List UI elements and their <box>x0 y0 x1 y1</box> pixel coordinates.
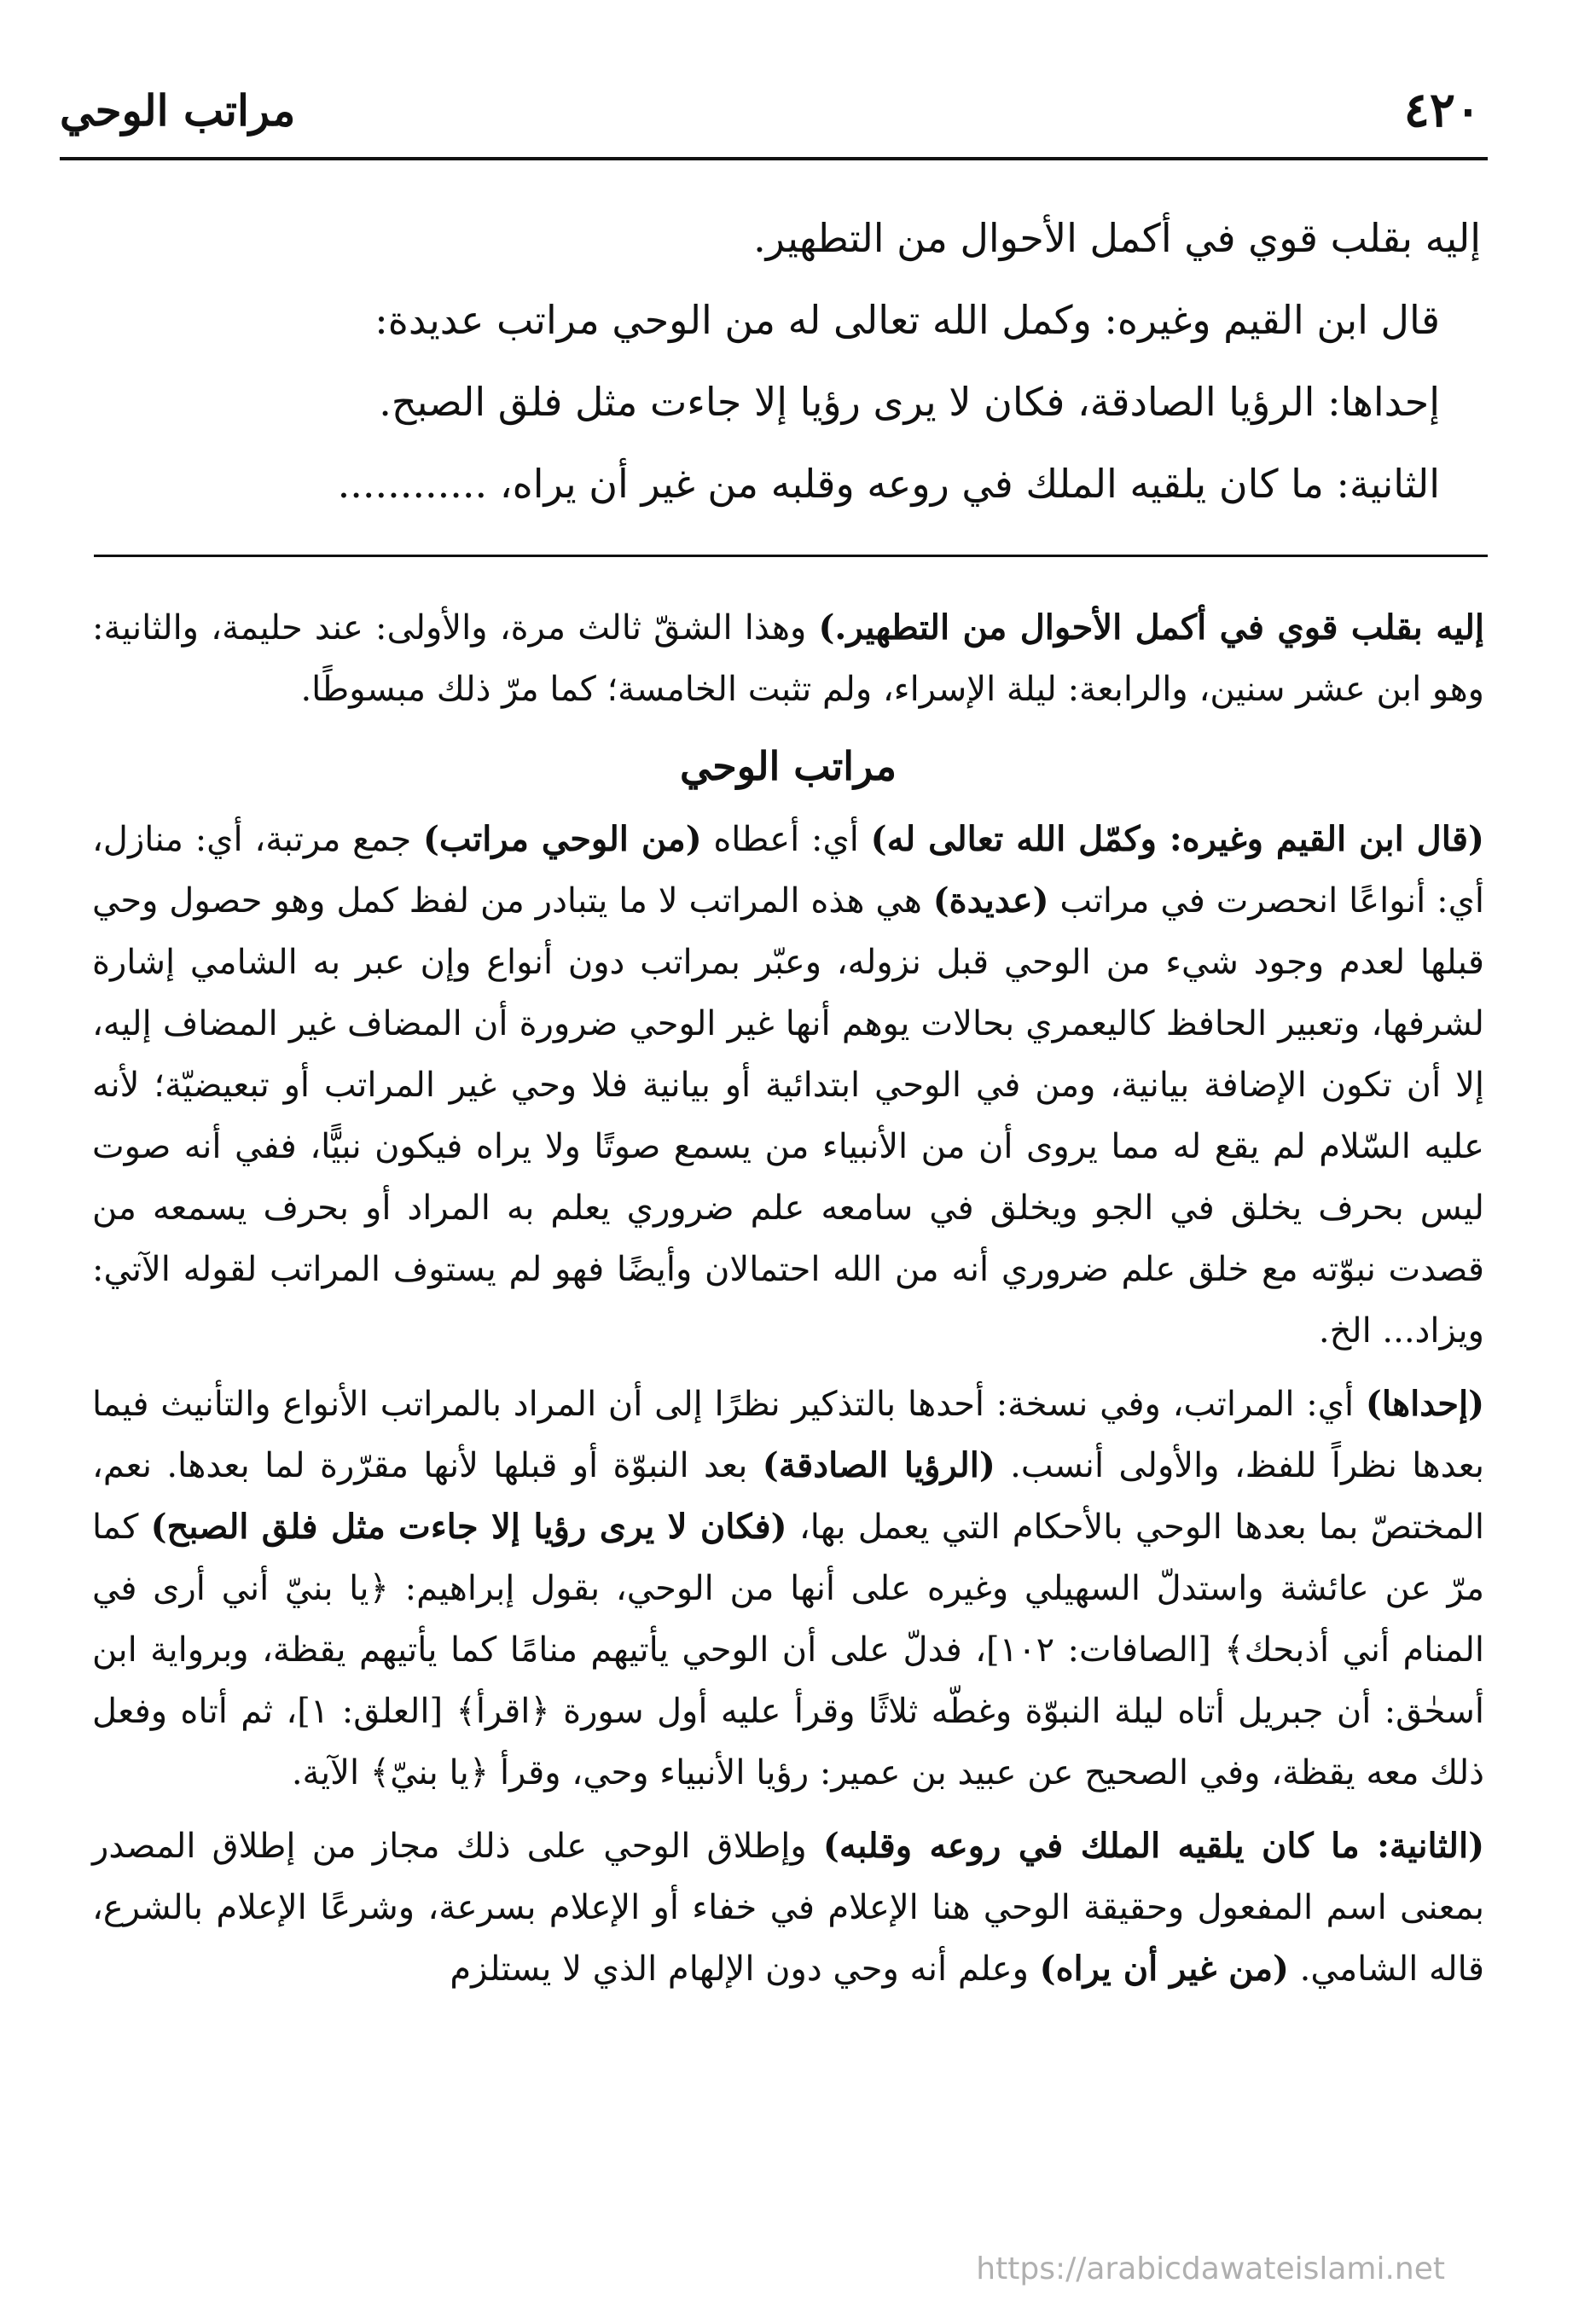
matn-line: إحداها: الرؤيا الصادقة، فكان لا يرى رؤيا إلا جاءت مثل فلق الصبح. <box>379 379 1440 425</box>
commentary-text: وهذا الشقّ ثالث مرة، والأولى: عند حليمة، والثانية: وهو ابن عشر سنين، والرابعة: ليلة الإسراء، ولم تثبت الخامسة؛ كما مرّ ذلك مبسوطًا. <box>92 608 1484 709</box>
quoted-matn: إليه بقلب قوي في أكمل الأحوال من التطهير.) <box>818 607 1485 648</box>
running-header-title: مراتب الوحي <box>60 85 296 136</box>
matn-commentary-separator <box>94 555 1488 557</box>
commentary-paragraph <box>92 809 1484 1362</box>
quoted-matn: (من الوحي مراتب) <box>422 819 702 859</box>
quoted-matn: (عديدة) <box>932 880 1049 921</box>
quoted-matn: (الثانية: ما كان يلقيه الملك في روعه وقلبه) <box>822 1826 1484 1866</box>
quoted-matn: (إحداها) <box>1365 1384 1484 1424</box>
matn-text-block <box>94 208 1481 536</box>
commentary-text: وعلم أنه وحي دون الإلهام الذي لا يستلزم <box>450 1949 1040 1989</box>
quoted-matn: (الرؤيا الصادقة) <box>762 1445 995 1485</box>
commentary-paragraph <box>92 597 1484 720</box>
section-heading: مراتب الوحي <box>679 743 897 789</box>
commentary-text: وإطلاق الوحي على ذلك مجاز من إطلاق المصدر بمعنى اسم المفعول وحقيقة الوحي هنا الإعلام في خفاء أو الإعلام بسرعة، وشرعًا الإعلام بالشرع، قاله الشامي. <box>92 1827 1484 1989</box>
matn-line: قال ابن القيم وغيره: وكمل الله تعالى له من الوحي مراتب عديدة: <box>374 297 1440 343</box>
header-rule <box>60 157 1488 160</box>
commentary-text: بعد النبوّة أو قبلها لأنها مقرّرة لما بعدها. نعم، المختصّ بما بعدها الوحي بالأحكام التي يعمل بها، <box>92 1446 1484 1547</box>
page-number: ٤٢٠ <box>1403 82 1481 138</box>
commentary-text: جمع مرتبة، أي: منازل، أي: أنواعًا انحصرت في مراتب <box>92 820 1484 921</box>
matn-line: إليه بقلب قوي في أكمل الأحوال من التطهير. <box>753 215 1481 261</box>
commentary-block <box>92 597 1484 2012</box>
commentary-text: أي: أعطاه <box>701 820 871 859</box>
commentary-paragraph <box>92 1374 1484 1804</box>
commentary-text: كما مرّ عن عائشة واستدلّ السهيلي وغيره على أنها من الوحي، بقول إبراهيم: ﴿يا بنيّ أني أرى في المنام أني أذبحك﴾ [الصافات: ١٠٢]، فدلّ على أن الوحي يأتيهم منامًا كما يأتيهم يقظة، وبرواية ابن أسحٰق: أن جبريل أتاه ليلة النبوّة وغطّه ثلاثًا وقرأ عليه أول سورة ﴿اقرأ﴾ [العلق: ١]، ثم أتاه وفعل ذلك معه يقظة، وفي الصحيح عن عبيد بن عمير: رؤيا الأنبياء وحي، وقرأ ﴿يا بنيّ﴾ الآية. <box>92 1508 1484 1792</box>
quoted-matn: (قال ابن القيم وغيره: وكمّل الله تعالى له) <box>870 819 1484 859</box>
matn-line: الثانية: ما كان يلقيه الملك في روعه وقلبه من غير أن يراه، ............ <box>337 461 1440 507</box>
commentary-text: هي هذه المراتب لا ما يتبادر من لفظ كمل وهو حصول وحي قبلها لعدم وجود شيء من الوحي قبل نزوله، وعبّر بمراتب دون أنواع وإن عبر به الشامي إشارة لشرفها، وتعبير الحافظ كاليعمري بحالات يوهم أنها غير الوحي ضرورة أن المضاف غير المضاف إليه، إلا أن تكون الإضافة بيانية، ومن في الوحي ابتدائية أو بيانية فلا وحي غير المراتب أو تبعيضيّة؛ لأنه عليه السّلام لم يقع له مما يروى أن من الأنبياء من يسمع صوتًا ولا يراه فيكون نبيًّا، ففي أنه صوت ليس بحرف يخلق في الجو ويخلق في سامعه علم ضروري يعلم به المراد أو بحرف يسمعه من قصدت نبوّته مع خلق علم ضروري أنه من الله احتمالان وأيضًا فهو لم يستوف المراتب لقوله الآتي: ويزاد... الخ. <box>92 881 1485 1351</box>
commentary-text: أي: المراتب، وفي نسخة: أحدها بالتذكير نظرًا إلى أن المراد بالمراتب الأنواع والتأنيث فيما بعدها نظراً للفظ، والأولى أنسب. <box>92 1385 1484 1485</box>
watermark-url: https://arabicdawateislami.net <box>976 2251 1445 2286</box>
quoted-matn: (فكان لا يرى رؤيا إلا جاءت مثل فلق الصبح) <box>150 1507 787 1547</box>
quoted-matn: (من غير أن يراه) <box>1039 1949 1289 1989</box>
commentary-paragraph <box>92 1816 1484 2000</box>
